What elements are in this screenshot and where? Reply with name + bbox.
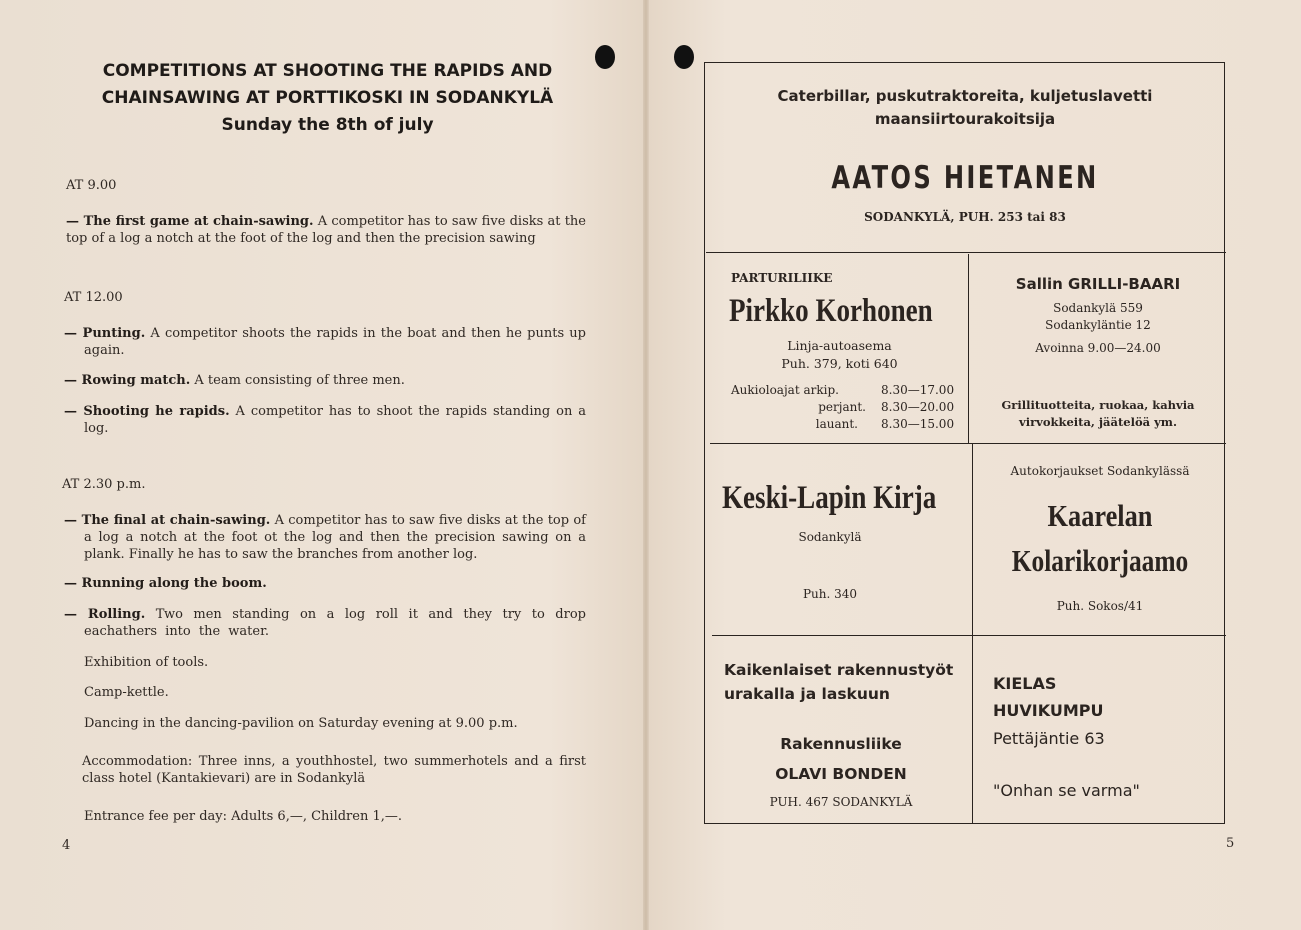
hours-day: lauant. — [815, 417, 858, 431]
ad-bonden-services — [724, 658, 953, 706]
item-text: A competitor has to shoot the rapids standing on a log. — [84, 404, 586, 436]
ad-keskilapin-phone: Puh. 340 — [802, 587, 858, 601]
ad-korhonen-phone: Puh. 379, koti 640 — [781, 356, 898, 371]
item-title: — Shooting he rapids. — [64, 404, 230, 419]
hours-day: Aukioloajat arkip. — [731, 383, 839, 397]
title-line-2: CHAINSAWING AT PORTTIKOSKI IN SODANKYLÄ — [101, 88, 554, 108]
item-title: — The final at chain-sawing. — [64, 513, 271, 528]
page-title — [80, 58, 575, 139]
ad-huvikumpu-line-1: KIELAS — [993, 674, 1057, 693]
punch-hole-left — [595, 45, 615, 69]
item-title: — Punting. — [64, 326, 146, 341]
divider-v-2 — [972, 444, 973, 824]
punch-hole-right — [674, 45, 694, 69]
hours-row — [731, 399, 961, 416]
schedule-time-2: AT 12.00 — [64, 290, 123, 305]
item-title: — Rolling. — [64, 607, 146, 622]
ad-hietanen-role: maansiirtourakoitsija — [874, 110, 1056, 128]
ad-grilli-open: Avoinna 9.00—24.00 — [1035, 341, 1161, 355]
ad-hietanen-contact: SODANKYLÄ, PUH. 253 tai 83 — [864, 210, 1066, 224]
item-text: A competitor shoots the rapids in the boat and then he punts up again. — [84, 326, 586, 358]
ad-kaarela-phone: Puh. Sokos/41 — [1056, 599, 1144, 613]
item-text: Two men standing on a log roll it and they try to drop eachathers into the water. — [84, 607, 586, 639]
divider-1 — [706, 252, 1226, 253]
info-tools: Exhibition of tools. — [84, 655, 209, 670]
info-kettle: Camp-kettle. — [84, 685, 169, 700]
hours-time: 8.30—17.00 — [881, 383, 955, 397]
ad-korhonen-hours — [731, 382, 961, 433]
hours-time: 8.30—20.00 — [881, 400, 955, 414]
item-title: — Running along the boom. — [64, 576, 267, 591]
ad-huvikumpu-slogan: "Onhan se varma" — [993, 781, 1140, 800]
page-number-left: 4 — [62, 838, 71, 853]
ad-keskilapin-place: Sodankylä — [798, 530, 862, 544]
ad-grilli-address — [970, 300, 1226, 334]
schedule-item-punting — [64, 325, 586, 359]
ad-bonden-kind: Rakennusliike — [780, 735, 902, 753]
title-line-3: Sunday the 8th of july — [221, 115, 434, 135]
ad-korhonen-address — [712, 337, 967, 373]
ad-hietanen-name: AATOS HIETANEN — [831, 160, 1099, 196]
ad-kaarela-name-2: Kolarikorjaamo — [1011, 543, 1189, 578]
title-line-1: COMPETITIONS AT SHOOTING THE RAPIDS AND — [102, 61, 553, 81]
info-accommodation: Accommodation: Three inns, a youthhostel, two summerhotels and a first class hotel (Kantakievari) are in Sodankylä — [82, 754, 586, 786]
ad-huvikumpu-line-2: HUVIKUMPU — [993, 701, 1104, 720]
schedule-item-rowing — [64, 372, 586, 389]
ad-huvikumpu-name — [993, 670, 1103, 724]
schedule-item-chainsaw-first — [66, 213, 586, 247]
item-title: — The first game at chain-sawing. — [66, 214, 314, 229]
schedule-item-chainsaw-final — [64, 512, 586, 563]
ad-korhonen-location: Linja-autoasema — [787, 338, 892, 353]
ad-grilli-offer-1: Grillituotteita, ruokaa, kahvia — [1001, 398, 1195, 412]
ad-bonden-line-1: Kaikenlaiset rakennustyöt — [724, 661, 954, 679]
ad-bonden-name: OLAVI BONDEN — [775, 765, 907, 783]
ad-grilli-name: Sallin GRILLI-BAARI — [1015, 275, 1181, 293]
schedule-item-shooting — [64, 403, 586, 437]
ad-grilli-phone: Sodankylä 559 — [1053, 301, 1143, 315]
info-entrance-fee: Entrance fee per day: Adults 6,—, Children 1,—. — [84, 809, 402, 824]
ad-kaarela-kicker: Autokorjaukset Sodankylässä — [1010, 464, 1190, 478]
item-text: A competitor has to saw five disks at the top of a log a notch at the foot of the log and then the precision sawing — [66, 214, 586, 246]
schedule-item-boom — [64, 575, 267, 592]
schedule-item-rolling — [64, 606, 586, 640]
ad-hietanen — [706, 85, 1224, 131]
ad-bonden-contact: PUH. 467 SODANKYLÄ — [769, 795, 913, 809]
ad-keskilapin-name: Keski-Lapin Kirja — [722, 480, 937, 516]
ad-bonden-line-2: urakalla ja laskuun — [724, 685, 890, 703]
book-gutter — [643, 0, 649, 930]
ad-hietanen-services: Caterbillar, puskutraktoreita, kuljetuslavetti — [777, 87, 1153, 105]
schedule-time-3: AT 2.30 p.m. — [62, 477, 146, 492]
left-page — [0, 0, 645, 930]
hours-time: 8.30—15.00 — [881, 417, 955, 431]
ad-grilli-offer-2: virvokkeita, jäätelöä ym. — [1019, 415, 1177, 429]
item-title: — Rowing match. — [64, 373, 191, 388]
ad-grilli-street: Sodankyläntie 12 — [1045, 318, 1151, 332]
item-text: A team consisting of three men. — [190, 373, 405, 388]
hours-day: perjant. — [818, 400, 866, 414]
ad-korhonen-name: Pirkko Korhonen — [729, 293, 933, 329]
ad-huvikumpu-address: Pettäjäntie 63 — [993, 729, 1105, 748]
page-number-right: 5 — [1226, 836, 1235, 851]
info-dancing: Dancing in the dancing-pavilion on Saturday evening at 9.00 p.m. — [84, 716, 518, 731]
divider-v-1 — [968, 254, 969, 444]
hours-row — [731, 382, 961, 399]
hours-row — [731, 416, 961, 433]
item-text: A competitor has to saw five disks at the top of a log a notch at the foot ot the log and then the precision sawing on a plank. Finally he has to saw the branches from another log. — [84, 513, 586, 562]
ad-kaarela-name-1: Kaarelan — [1047, 498, 1153, 533]
schedule-time-1: AT 9.00 — [66, 178, 117, 193]
ad-korhonen-kicker: PARTURILIIKE — [731, 271, 833, 285]
ad-grilli-offer — [970, 397, 1226, 431]
divider-3 — [712, 635, 1226, 636]
